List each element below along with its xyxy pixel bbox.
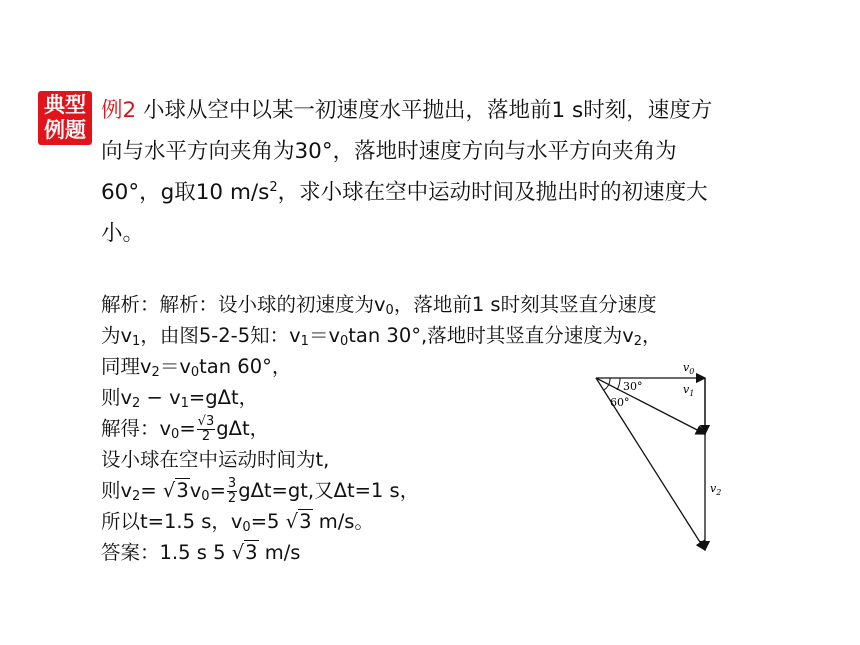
angle-60-label: 60° (610, 396, 630, 409)
velocity-diagram (590, 360, 740, 555)
solution-line6: 设小球在空中运动时间为t, (101, 448, 330, 471)
sqrt: √3 (285, 510, 312, 533)
solution-line1: 解析：解析：设小球的初速度为$v_0$，落地前1 s时刻其竖直分速度 (101, 293, 657, 318)
v2-label: $v_2$ (710, 482, 722, 497)
sqrt: √3 (162, 479, 189, 502)
solution-line3: 同理$v_2=v_0\tan$ 60°， (101, 355, 292, 380)
v1-label: $v_1$ (683, 383, 695, 398)
question-line4: 小。 (101, 221, 145, 246)
v0-label: $v_0$ (683, 361, 695, 376)
fraction: $\frac{3}{2}$ (227, 476, 237, 506)
answer-line: 答案：1.5 s 5 √3 m/s (101, 537, 801, 568)
question-text (101, 90, 791, 254)
solution-line8: 所以t=1.5 s，$v_0=5$ √3 m/s。 (101, 506, 801, 537)
badge-line2: 例题 (44, 118, 86, 142)
question-line3a: 60°，g取10 m/s (101, 180, 270, 205)
solution-line4: 则$v_2 - v_1=g\Delta t$， (101, 386, 259, 411)
angle-30-label: 30° (623, 380, 643, 393)
solution-line5: 解得：$v_0=$ $\frac{√3}{2}$ gΔt， (101, 414, 270, 444)
example-label: 例2 (101, 98, 137, 123)
solution-line2: 为$v_1$，由图5-2-5知：$v_1=v_0\tan$ 30°,落地时其竖直分速度为$v_2$， (101, 324, 662, 349)
badge-line1: 典型 (44, 93, 86, 117)
question-line1: 小球从空中以某一初速度水平抛出，落地前1 s时刻，速度方 (136, 98, 713, 123)
solution-line7: 则$v_2= √3v_0=$ $\frac{3}{2}$ gΔt=gt,又Δt=1 s， (101, 476, 420, 506)
angle-arc-30 (617, 378, 620, 390)
question-line3b: ，求小球在空中运动时间及抛出时的初速度大 (277, 180, 708, 205)
question-exponent: 2 (269, 180, 278, 195)
example-badge (38, 91, 92, 145)
question-line2: 向与水平方向夹角为30°，落地时速度方向与水平方向夹角为 (101, 139, 677, 164)
fraction: $\frac{√3}{2}$ (197, 414, 215, 444)
sqrt: √3 (231, 541, 258, 564)
